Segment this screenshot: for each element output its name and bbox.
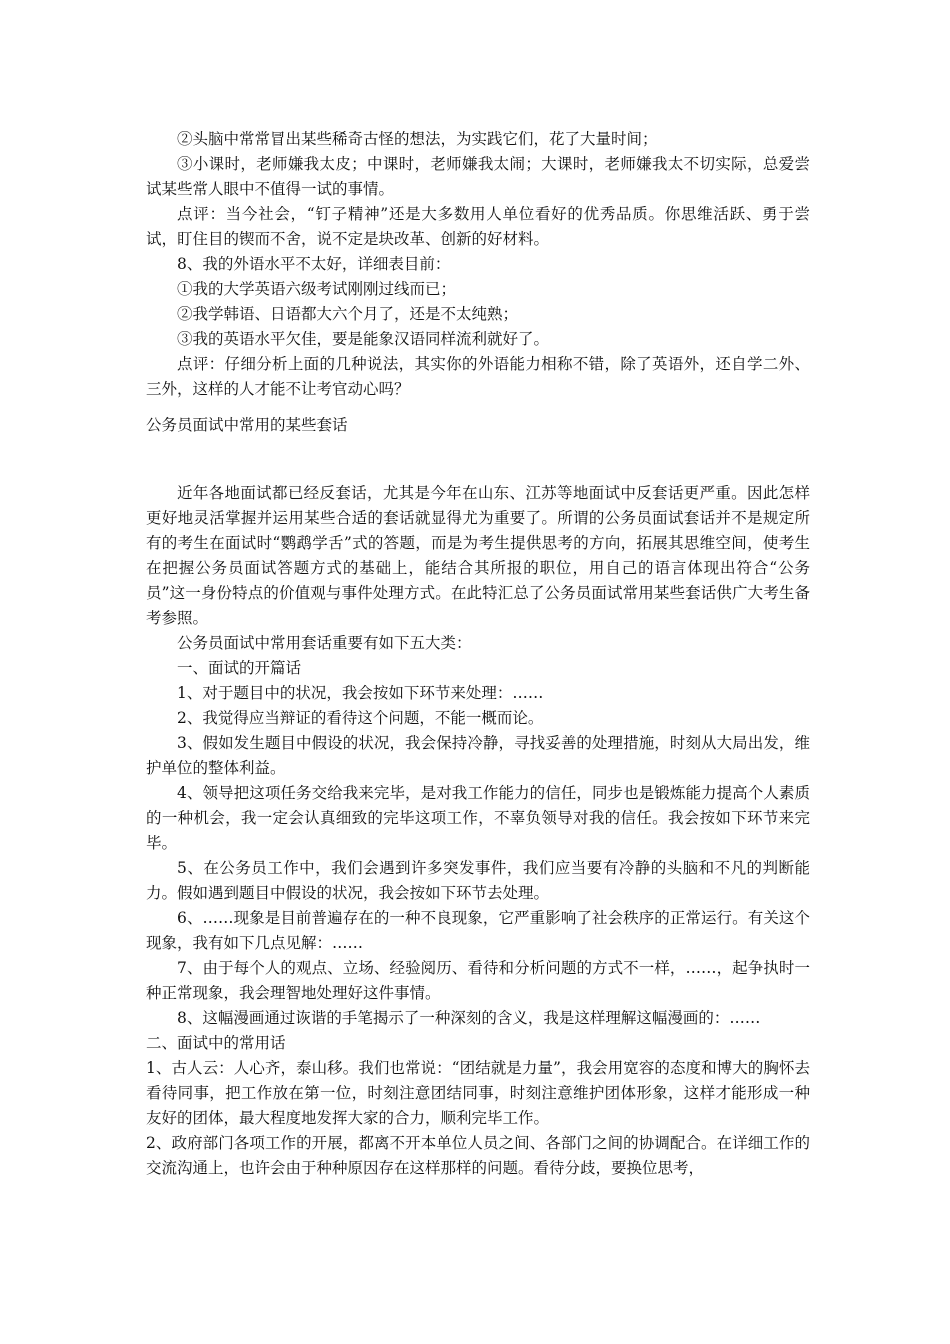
paragraph: 点评：当今社会，“钉子精神”还是大多数用人单位看好的优秀品质。你思维活跃、勇于尝试，盯住目的锲而不舍，说不定是块改革、创新的好材料。 <box>146 205 810 248</box>
paragraph: 点评：仔细分析上面的几种说法，其实你的外语能力相称不错，除了英语外，还自学二外、三外，这样的人才能不让考官动心吗？ <box>146 355 810 398</box>
paragraph: ③小课时，老师嫌我太皮；中课时，老师嫌我太闹；大课时，老师嫌我太不切实际，总爱尝试某些常人眼中不值得一试的事情。 <box>146 155 810 198</box>
paragraph: 近年各地面试都已经反套话，尤其是今年在山东、江苏等地面试中反套话更严重。因此怎样更好地灵活掌握并运用某些合适的套话就显得尤为重要了。所谓的公务员面试套话并不是规定所有的考生在面试时“鹦鹉学舌”式的答题，而是为考生提供思考的方向，拓展其思维空间，使考生在把握公务员面试答题方式的基础上，能结合其所报的职位，用自己的语言体现出符合“公务员”这一身份特点的价值观与事件处理方式。在此特汇总了公务员面试常用某些套话供广大考生备考参照。 <box>146 484 810 627</box>
paragraph: ③我的英语水平欠佳，要是能象汉语同样流利就好了。 <box>177 330 550 348</box>
subheading: 二、面试中的常用话 <box>146 1034 286 1052</box>
paragraph: ②我学韩语、日语都大六个月了，还是不太纯熟； <box>177 305 519 323</box>
list-item: 4、领导把这项任务交给我来完毕，是对我工作能力的信任，同步也是锻炼能力提高个人素质的一种机会，我一定会认真细致的完毕这项工作，不辜负领导对我的信任。我会按如下环节来完毕。 <box>146 784 810 852</box>
paragraph: 8、我的外语水平不太好，详细表目前： <box>177 255 451 273</box>
list-item: 7、由于每个人的观点、立场、经验阅历、看待和分析问题的方式不一样，……，起争执时一种正常现象，我会理智地处理好这件事情。 <box>146 959 810 1002</box>
list-item: 2、我觉得应当辩证的看待这个问题，不能一概而论。 <box>177 709 544 727</box>
list-item: 1、古人云：人心齐，泰山移。我们也常说：“团结就是力量”，我会用宽容的态度和博大的胸怀去看待同事，把工作放在第一位，时刻注意团结同事，时刻注意维护团体形象，这样才能形成一种友好的团体，最大程度地发挥大家的合力，顺利完毕工作。 <box>146 1059 810 1127</box>
paragraph: ②头脑中常常冒出某些稀奇古怪的想法，为实践它们，花了大量时间； <box>177 130 658 148</box>
list-item: 5、在公务员工作中，我们会遇到许多突发事件，我们应当要有冷静的头脑和不凡的判断能力。假如遇到题目中假设的状况，我会按如下环节去处理。 <box>146 859 810 902</box>
list-item: 3、假如发生题目中假设的状况，我会保持冷静，寻找妥善的处理措施，时刻从大局出发，维护单位的整体利益。 <box>146 734 810 777</box>
paragraph: 公务员面试中常用套话重要有如下五大类： <box>177 634 472 652</box>
section-title: 公务员面试中常用的某些套话 <box>146 416 348 434</box>
list-item: 2、政府部门各项工作的开展，都离不开本单位人员之间、各部门之间的协调配合。在详细工作的交流沟通上，也许会由于种种原因存在这样那样的问题。看待分歧，要换位思考， <box>146 1134 810 1177</box>
list-item: 6、……现象是目前普遍存在的一种不良现象，它严重影响了社会秩序的正常运行。有关这个现象，我有如下几点见解：…… <box>146 909 810 952</box>
subheading: 一、面试的开篇话 <box>177 659 302 677</box>
list-item: 8、这幅漫画通过诙谐的手笔揭示了一种深刻的含义，我是这样理解这幅漫画的：…… <box>177 1009 761 1027</box>
document-page <box>146 127 810 1181</box>
paragraph: ①我的大学英语六级考试刚刚过线而已； <box>177 280 457 298</box>
list-item: 1、对于题目中的状况，我会按如下环节来处理：…… <box>177 684 544 702</box>
